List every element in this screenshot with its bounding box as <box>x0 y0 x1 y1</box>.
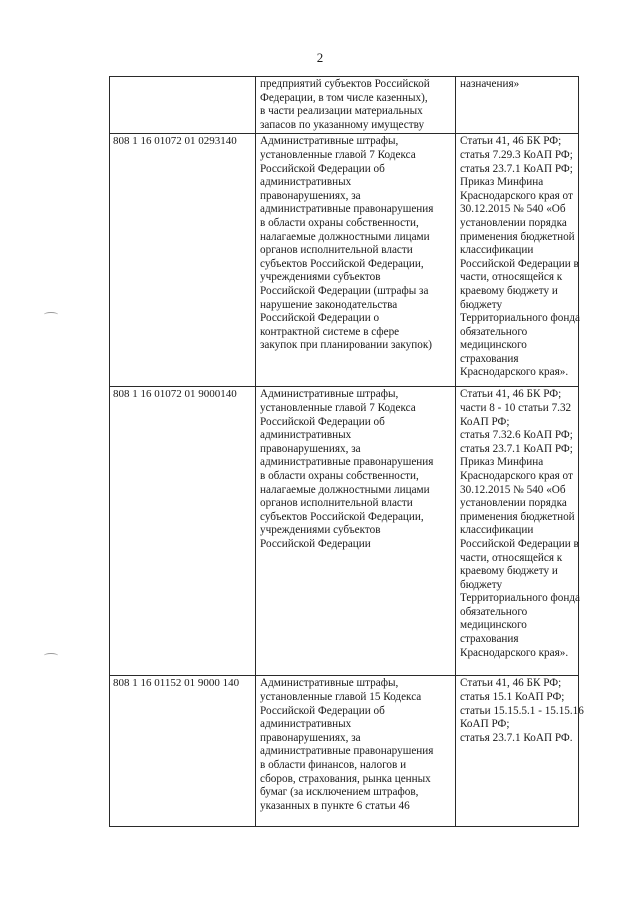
description-line: Российской Федерации о <box>260 312 380 325</box>
basis-line: Краснодарского края». <box>460 646 569 659</box>
description-line: запасов по указанному имуществу <box>260 118 425 131</box>
classification-code <box>110 77 256 134</box>
page-number: 2 <box>316 50 324 65</box>
description-line: административных <box>260 176 352 189</box>
basis-line: части 8 - 10 статьи 7.32 <box>460 401 572 414</box>
basis-line: Российской Федерации в <box>460 257 579 270</box>
basis-line: статьи 15.15.5.1 - 15.15.16 <box>460 704 584 717</box>
basis-line: статья 7.29.3 КоАП РФ; <box>460 148 573 161</box>
description-line: административных <box>260 429 352 442</box>
income-description <box>256 387 456 676</box>
classification-code: 808 1 16 01072 01 9000140 <box>110 387 256 676</box>
basis-line: медицинского <box>460 339 527 352</box>
basis-line: Территориального фонда <box>460 592 580 605</box>
basis-line: Краснодарского края от <box>460 189 573 202</box>
description-line: Российской Федерации об <box>260 162 385 175</box>
basis-line: страхования <box>460 352 519 365</box>
description-line: налагаемые должностными лицами <box>260 230 430 243</box>
description-line: бумаг (за исключением штрафов, <box>260 786 419 799</box>
description-line: субъектов Российской Федерации, <box>260 257 424 270</box>
description-line: Российской Федерации <box>260 537 371 550</box>
basis-line: применения бюджетной <box>460 230 575 243</box>
description-line: предприятий субъектов Российской <box>260 78 430 90</box>
description-line: Административные штрафы, <box>260 388 399 401</box>
scan-edge-mark <box>44 312 58 317</box>
basis-line: классификации <box>460 524 534 537</box>
description-line: контрактной системе в сфере <box>260 325 400 338</box>
basis-line: Статьи 41, 46 БК РФ; <box>460 388 562 401</box>
basis-line: статья 23.7.1 КоАП РФ; <box>460 162 573 175</box>
basis-line: назначения» <box>460 78 520 90</box>
scan-edge-mark <box>44 653 58 658</box>
description-line: сборов, страхования, рынка ценных <box>260 772 431 785</box>
basis-line: установлении порядка <box>460 216 567 229</box>
basis-line: статья 15.1 КоАП РФ; <box>460 690 565 703</box>
description-line: в части реализации материальных <box>260 105 423 118</box>
basis-line: части, относящейся к <box>460 271 563 284</box>
legal-basis <box>456 77 579 134</box>
description-line: органов исполнительной власти <box>260 244 413 257</box>
classification-code: 808 1 16 01072 01 0293140 <box>110 134 256 387</box>
description-line: субъектов Российской Федерации, <box>260 510 424 523</box>
budget-classification-table <box>109 76 584 827</box>
basis-line: Статьи 41, 46 БК РФ; <box>460 677 562 690</box>
description-line: правонарушениях, за <box>260 442 361 455</box>
basis-line: Краснодарского края». <box>460 366 569 379</box>
description-line: указанных в пункте 6 статьи 46 <box>260 799 410 812</box>
description-line: нарушение законодательства <box>260 298 398 311</box>
description-line: административные правонарушения <box>260 456 434 469</box>
income-description <box>256 134 456 387</box>
basis-line: бюджету <box>460 578 503 591</box>
description-line: Административные штрафы, <box>260 135 399 148</box>
income-description <box>256 676 456 827</box>
description-line: в области охраны собственности, <box>260 216 419 229</box>
basis-line: страхования <box>460 633 519 646</box>
basis-line: классификации <box>460 244 534 257</box>
basis-line: краевому бюджету и <box>460 284 558 297</box>
basis-line: КоАП РФ; <box>460 415 510 428</box>
classification-code: 808 1 16 01152 01 9000 140 <box>110 676 256 827</box>
description-line: правонарушениях, за <box>260 189 361 202</box>
legal-basis <box>456 387 579 676</box>
description-line: установленные главой 7 Кодекса <box>260 401 416 414</box>
table-row <box>110 387 579 676</box>
basis-line: 30.12.2015 № 540 «Об <box>460 483 566 496</box>
description-line: установленные главой 7 Кодекса <box>260 148 416 161</box>
description-line: Административные штрафы, <box>260 677 399 690</box>
basis-line: бюджету <box>460 298 503 311</box>
table-row <box>110 77 579 134</box>
description-line: Российской Федерации об <box>260 704 385 717</box>
description-line: административные правонарушения <box>260 203 434 216</box>
description-line: административные правонарушения <box>260 745 434 758</box>
basis-line: применения бюджетной <box>460 510 575 523</box>
table-body <box>110 77 584 827</box>
basis-line: Статьи 41, 46 БК РФ; <box>460 135 562 148</box>
description-line: учреждениями субъектов <box>260 524 381 537</box>
description-line: учреждениями субъектов <box>260 271 381 284</box>
basis-line: Краснодарского края от <box>460 469 573 482</box>
basis-line: обязательного <box>460 325 528 338</box>
description-line: Федерации, в том числе казенных), <box>260 91 428 104</box>
basis-line: статья 7.32.6 КоАП РФ; <box>460 429 573 442</box>
basis-line: медицинского <box>460 619 527 632</box>
basis-line: Приказ Минфина <box>460 456 544 469</box>
description-line: закупок при планировании закупок) <box>260 339 432 352</box>
basis-line: статья 23.7.1 КоАП РФ. <box>460 731 573 744</box>
description-line: в области охраны собственности, <box>260 469 419 482</box>
basis-line: Приказ Минфина <box>460 176 544 189</box>
description-line: установленные главой 15 Кодекса <box>260 690 422 703</box>
basis-line: части, относящейся к <box>460 551 563 564</box>
legal-basis <box>456 134 579 387</box>
basis-line: Территориального фонда <box>460 312 580 325</box>
description-line: Российской Федерации (штрафы за <box>260 284 429 297</box>
basis-line: 30.12.2015 № 540 «Об <box>460 203 566 216</box>
basis-line: Российской Федерации в <box>460 537 579 550</box>
income-description <box>256 77 456 134</box>
basis-line: КоАП РФ; <box>460 718 510 731</box>
basis-line: статья 23.7.1 КоАП РФ; <box>460 442 573 455</box>
description-line: административных <box>260 718 352 731</box>
basis-line: краевому бюджету и <box>460 565 558 578</box>
description-line: налагаемые должностными лицами <box>260 483 430 496</box>
description-line: правонарушениях, за <box>260 731 361 744</box>
basis-line: установлении порядка <box>460 497 567 510</box>
description-line: Российской Федерации об <box>260 415 385 428</box>
table-row <box>110 134 579 387</box>
legal-basis <box>456 676 584 827</box>
basis-line: обязательного <box>460 605 528 618</box>
description-line: в области финансов, налогов и <box>260 758 407 771</box>
table-row <box>110 676 579 827</box>
description-line: органов исполнительной власти <box>260 497 413 510</box>
